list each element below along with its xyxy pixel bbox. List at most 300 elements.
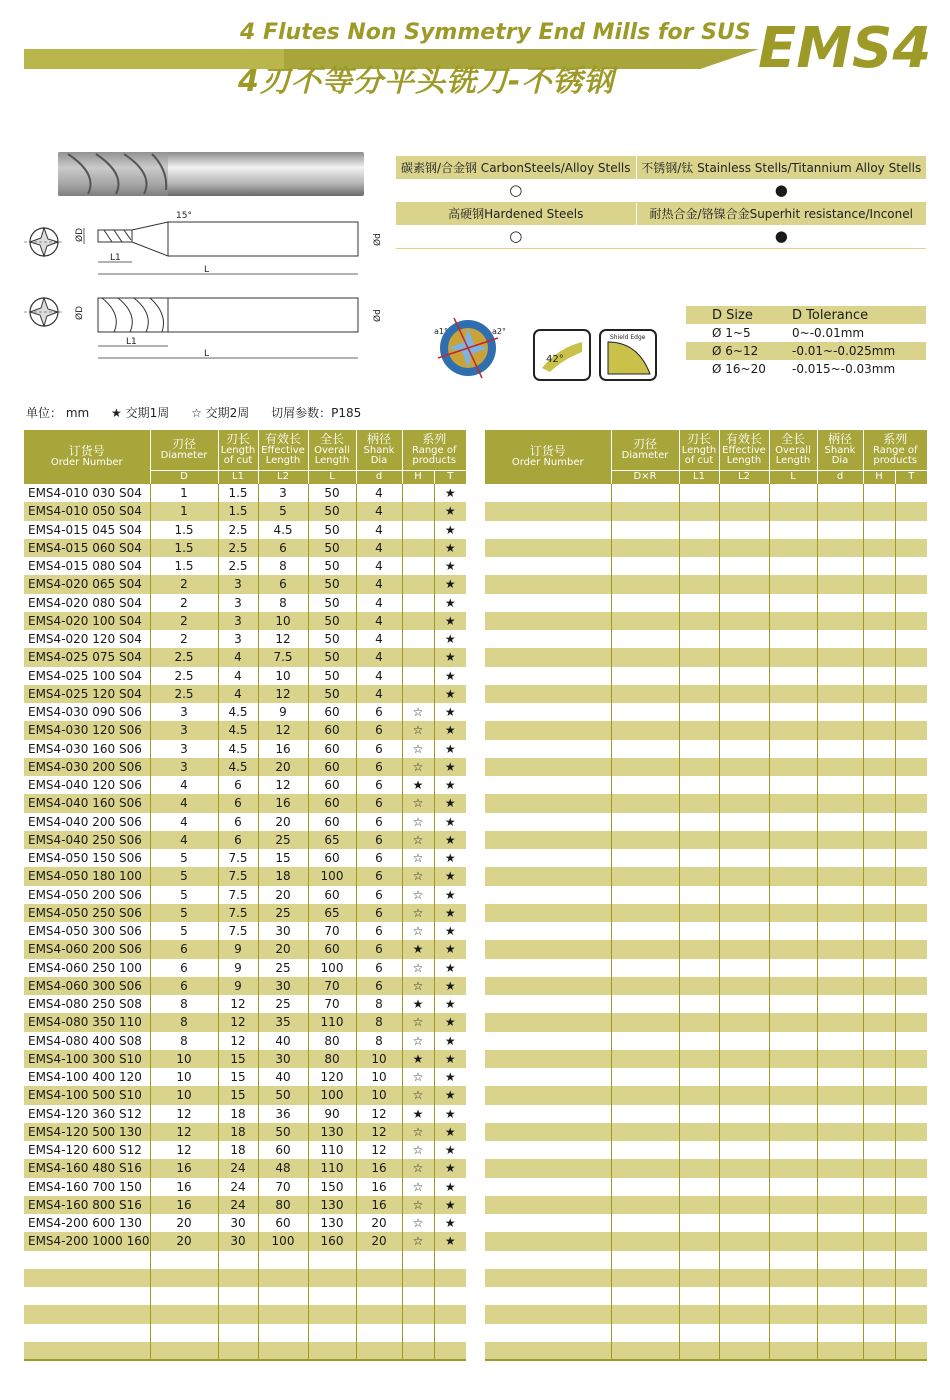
- table-cell: 50: [308, 630, 356, 648]
- end-mill-drawings-svg: [18, 130, 390, 390]
- table-cell: [719, 904, 769, 922]
- table-cell: 35: [258, 1013, 308, 1031]
- table-cell: 5: [150, 922, 218, 940]
- order-number-cell: EMS4-080 350 110: [24, 1013, 150, 1031]
- table-cell: 6: [356, 940, 402, 958]
- table-cell: [679, 1269, 719, 1287]
- table-cell: 10: [258, 667, 308, 685]
- table-cell: [679, 612, 719, 630]
- table-cell: [769, 758, 817, 776]
- table-cell: ☆: [402, 1232, 434, 1250]
- table-cell: [769, 1269, 817, 1287]
- tol-size: Ø 1~5: [686, 324, 790, 342]
- table-cell: [719, 594, 769, 612]
- table-cell: [863, 940, 895, 958]
- table-cell: [863, 1287, 895, 1305]
- table-cell: [769, 685, 817, 703]
- table-cell: [895, 1342, 927, 1360]
- table-row: [24, 1269, 466, 1287]
- table-cell: 100: [258, 1232, 308, 1250]
- table-cell: [679, 922, 719, 940]
- table-cell: 60: [258, 1141, 308, 1159]
- table-cell: 7.5: [258, 648, 308, 666]
- table-cell: 4.5: [218, 703, 258, 721]
- table-cell: [611, 685, 679, 703]
- table-cell: 60: [308, 758, 356, 776]
- table-cell: 25: [258, 995, 308, 1013]
- table-cell: [863, 1013, 895, 1031]
- table-cell: [769, 721, 817, 739]
- table-row: [24, 648, 466, 666]
- table-cell: 50: [308, 667, 356, 685]
- table-cell: [356, 1287, 402, 1305]
- table-cell: [402, 630, 434, 648]
- table-row: [24, 886, 466, 904]
- table-cell: 12: [218, 995, 258, 1013]
- table-cell: [356, 1269, 402, 1287]
- table-cell: [817, 1068, 863, 1086]
- order-number-cell: EMS4-200 1000 160: [24, 1232, 150, 1250]
- table-cell: [817, 703, 863, 721]
- table-cell: [611, 940, 679, 958]
- table-cell: [863, 922, 895, 940]
- table-cell: [863, 612, 895, 630]
- table-cell: [611, 1159, 679, 1177]
- table-cell: [863, 484, 895, 502]
- table-cell: 6: [356, 794, 402, 812]
- material-hardened: 高硬钢Hardened Steels: [396, 202, 636, 225]
- table-cell: [611, 648, 679, 666]
- table-cell: [218, 1305, 258, 1323]
- table-cell: [895, 1123, 927, 1141]
- table-cell: [817, 1013, 863, 1031]
- table-cell: [485, 849, 611, 867]
- table-cell: ☆: [402, 813, 434, 831]
- table-cell: ☆: [402, 794, 434, 812]
- table-cell: [719, 886, 769, 904]
- table-cell: [863, 557, 895, 575]
- table-cell: 50: [308, 521, 356, 539]
- table-cell: [485, 521, 611, 539]
- table-cell: [863, 959, 895, 977]
- table-row: [24, 758, 466, 776]
- table-cell: [769, 995, 817, 1013]
- table-row: [485, 977, 927, 995]
- table-cell: 3: [218, 612, 258, 630]
- order-number-cell: [24, 1305, 150, 1323]
- table-cell: 110: [308, 1159, 356, 1177]
- table-row: [485, 667, 927, 685]
- table-cell: [258, 1305, 308, 1323]
- table-cell: 5: [150, 904, 218, 922]
- d-small-label-2: Ød: [373, 309, 383, 322]
- table-cell: 6: [356, 922, 402, 940]
- table-cell: [485, 794, 611, 812]
- table-cell: 6: [356, 703, 402, 721]
- table-cell: [485, 813, 611, 831]
- table-cell: [679, 557, 719, 575]
- table-cell: [485, 1123, 611, 1141]
- table-cell: [679, 1086, 719, 1104]
- table-cell: 4: [150, 794, 218, 812]
- table-cell: [817, 1324, 863, 1342]
- table-cell: 20: [356, 1232, 402, 1250]
- table-row: [485, 703, 927, 721]
- table-cell: [719, 1342, 769, 1360]
- table-cell: ★: [434, 539, 466, 557]
- table-cell: [817, 502, 863, 520]
- table-cell: [895, 1178, 927, 1196]
- mark-hardened: ○: [396, 225, 636, 248]
- table-row: [24, 867, 466, 885]
- table-cell: [769, 612, 817, 630]
- table-cell: [679, 940, 719, 958]
- table-cell: [258, 1287, 308, 1305]
- table-cell: [719, 940, 769, 958]
- table-cell: [679, 904, 719, 922]
- table-row: [485, 813, 927, 831]
- table-cell: 12: [356, 1141, 402, 1159]
- a1-label: a1°: [434, 327, 448, 336]
- table-cell: [434, 1269, 466, 1287]
- table-cell: 20: [150, 1232, 218, 1250]
- table-cell: ★: [402, 1105, 434, 1123]
- table-cell: 12: [218, 1032, 258, 1050]
- table-cell: 10: [356, 1050, 402, 1068]
- table-cell: [611, 612, 679, 630]
- a2-label: a2°: [492, 327, 506, 336]
- table-cell: [719, 1141, 769, 1159]
- table-cell: [895, 940, 927, 958]
- table-cell: [769, 1305, 817, 1323]
- units-legend: [26, 404, 379, 421]
- table-cell: 12: [150, 1123, 218, 1141]
- table-cell: ★: [434, 575, 466, 593]
- table-cell: [863, 1068, 895, 1086]
- table-cell: [719, 831, 769, 849]
- table-cell: ★: [444, 851, 456, 866]
- table-row: [24, 1342, 466, 1360]
- table-row: [485, 521, 927, 539]
- table-cell: 8: [356, 995, 402, 1013]
- table-cell: [679, 813, 719, 831]
- table-cell: [863, 1342, 895, 1360]
- table-cell: [769, 776, 817, 794]
- table-cell: [679, 1032, 719, 1050]
- table-cell: 4: [356, 539, 402, 557]
- table-cell: 9: [258, 703, 308, 721]
- order-number-cell: EMS4-160 700 150: [24, 1178, 150, 1196]
- table-cell: [719, 1086, 769, 1104]
- table-cell: ☆: [402, 1159, 434, 1177]
- table-cell: 5: [150, 886, 218, 904]
- table-cell: [611, 721, 679, 739]
- table-cell: 50: [308, 502, 356, 520]
- table-cell: ★: [444, 705, 456, 720]
- table-cell: ☆: [402, 977, 434, 995]
- table-cell: 90: [308, 1105, 356, 1123]
- table-cell: [150, 1251, 218, 1269]
- table-cell: 2: [150, 630, 218, 648]
- table-cell: 6: [150, 977, 218, 995]
- table-cell: ★: [444, 741, 456, 756]
- table-cell: [679, 1141, 719, 1159]
- table-cell: 65: [308, 831, 356, 849]
- table-cell: ☆: [402, 1032, 434, 1050]
- table-cell: [817, 575, 863, 593]
- table-cell: 2.5: [150, 667, 218, 685]
- table-cell: [769, 1251, 817, 1269]
- table-cell: ☆: [402, 904, 434, 922]
- table-row: [485, 886, 927, 904]
- table-cell: 16: [150, 1178, 218, 1196]
- table-cell: 40: [258, 1032, 308, 1050]
- table-cell: [679, 1305, 719, 1323]
- table-cell: 7.5: [218, 886, 258, 904]
- table-cell: ★: [434, 758, 466, 776]
- table-row: [485, 1196, 927, 1214]
- order-number-cell: EMS4-025 120 S04: [24, 685, 150, 703]
- table-cell: 3: [150, 703, 218, 721]
- table-cell: [611, 849, 679, 867]
- table-cell: [719, 1214, 769, 1232]
- col-shank-dia: 柄径 Shank Dia: [356, 430, 402, 470]
- table-cell: [863, 1123, 895, 1141]
- table-cell: [769, 502, 817, 520]
- table-cell: 2: [150, 612, 218, 630]
- table-cell: [679, 575, 719, 593]
- table-cell: ★: [444, 887, 456, 902]
- table-cell: [817, 1141, 863, 1159]
- table-cell: [679, 1287, 719, 1305]
- table-cell: 60: [308, 703, 356, 721]
- l-label-2: L: [204, 349, 210, 359]
- tol-value: -0.01~-0.025mm: [790, 342, 926, 360]
- table-cell: 40: [258, 1068, 308, 1086]
- table-cell: 20: [150, 1214, 218, 1232]
- table-cell: [719, 740, 769, 758]
- table-cell: [308, 1342, 356, 1360]
- table-cell: [769, 521, 817, 539]
- table-cell: [611, 484, 679, 502]
- table-cell: 80: [308, 1050, 356, 1068]
- table-cell: ☆: [402, 740, 434, 758]
- table-row: [485, 831, 927, 849]
- table-cell: [402, 484, 434, 502]
- table-row: [485, 1178, 927, 1196]
- table-cell: [402, 521, 434, 539]
- table-cell: [485, 575, 611, 593]
- table-cell: [863, 594, 895, 612]
- table-cell: 4: [356, 594, 402, 612]
- table-cell: 4: [356, 667, 402, 685]
- product-rows-left: [24, 484, 466, 1360]
- table-cell: [895, 1196, 927, 1214]
- table-cell: [769, 867, 817, 885]
- table-cell: ☆: [402, 1214, 434, 1232]
- table-cell: [769, 922, 817, 940]
- table-cell: [485, 776, 611, 794]
- table-cell: [895, 867, 927, 885]
- table-cell: [895, 904, 927, 922]
- table-cell: ★: [444, 486, 456, 501]
- table-cell: [895, 648, 927, 666]
- order-number-cell: EMS4-120 600 S12: [24, 1141, 150, 1159]
- table-cell: [611, 831, 679, 849]
- table-cell: [863, 1196, 895, 1214]
- table-cell: [863, 648, 895, 666]
- table-cell: [863, 1086, 895, 1104]
- table-row: [24, 502, 466, 520]
- table-cell: [402, 1305, 434, 1323]
- table-cell: [769, 539, 817, 557]
- table-cell: [863, 1032, 895, 1050]
- table-cell: [895, 484, 927, 502]
- table-cell: 50: [308, 539, 356, 557]
- table-cell: 1.5: [218, 484, 258, 502]
- mark-carbon-steel: ○: [396, 179, 636, 202]
- table-cell: 70: [308, 922, 356, 940]
- table-cell: [719, 1269, 769, 1287]
- table-cell: [485, 758, 611, 776]
- table-cell: 4: [218, 648, 258, 666]
- table-cell: [863, 630, 895, 648]
- table-cell: 48: [258, 1159, 308, 1177]
- table-row: [24, 575, 466, 593]
- title-chinese: 4刃不等分平头铣刀-不锈钢: [238, 64, 615, 99]
- table-cell: 4: [356, 685, 402, 703]
- table-cell: [485, 922, 611, 940]
- table-cell: [679, 959, 719, 977]
- table-cell: 20: [356, 1214, 402, 1232]
- table-cell: 7.5: [218, 922, 258, 940]
- order-number-cell: [24, 1342, 150, 1360]
- table-cell: [679, 484, 719, 502]
- table-cell: [611, 1178, 679, 1196]
- table-cell: [485, 1214, 611, 1232]
- table-cell: 6: [356, 867, 402, 885]
- table-cell: [611, 1232, 679, 1250]
- table-cell: ★: [444, 1070, 456, 1085]
- table-cell: [863, 886, 895, 904]
- tol-header-size: D Size: [686, 306, 790, 324]
- table-row: [485, 1032, 927, 1050]
- table-cell: [485, 1050, 611, 1068]
- table-cell: [679, 1324, 719, 1342]
- table-row: [24, 1068, 466, 1086]
- table-row: [485, 1159, 927, 1177]
- table-cell: [485, 1159, 611, 1177]
- table-cell: 3: [150, 721, 218, 739]
- table-cell: ★: [434, 1050, 466, 1068]
- table-cell: [817, 685, 863, 703]
- table-cell: ★: [444, 960, 456, 975]
- title-english: 4 Flutes Non Symmetry End Mills for SUS: [240, 20, 751, 45]
- table-cell: [434, 1324, 466, 1342]
- table-cell: [863, 539, 895, 557]
- table-cell: [611, 594, 679, 612]
- table-cell: [817, 1196, 863, 1214]
- tolerance-table: [686, 306, 926, 378]
- table-cell: [218, 1251, 258, 1269]
- table-cell: ★: [434, 721, 466, 739]
- table-cell: 30: [218, 1214, 258, 1232]
- material-carbon-steel: 碳素钢/合金钢 CarbonSteels/Alloy Stells: [396, 156, 636, 179]
- table-cell: [719, 1324, 769, 1342]
- table-cell: [769, 886, 817, 904]
- table-cell: [258, 1269, 308, 1287]
- tool-drawings: [18, 130, 390, 390]
- table-cell: [863, 1178, 895, 1196]
- table-cell: [611, 1032, 679, 1050]
- table-cell: 12: [258, 685, 308, 703]
- table-cell: [817, 1269, 863, 1287]
- table-row: [485, 1068, 927, 1086]
- table-cell: [218, 1342, 258, 1360]
- order-number-cell: EMS4-040 160 S06: [24, 794, 150, 812]
- table-cell: ☆: [402, 721, 434, 739]
- tol-value: 0~-0.01mm: [790, 324, 926, 342]
- table-cell: [769, 1214, 817, 1232]
- table-cell: [719, 648, 769, 666]
- table-cell: 4: [218, 685, 258, 703]
- col-range: 系列 Range of products: [402, 430, 466, 470]
- table-cell: [769, 740, 817, 758]
- table-cell: [895, 1214, 927, 1232]
- table-cell: [402, 1287, 434, 1305]
- order-number-cell: EMS4-160 480 S16: [24, 1159, 150, 1177]
- table-row: [485, 557, 927, 575]
- table-cell: 1.5: [150, 521, 218, 539]
- table-cell: 12: [258, 776, 308, 794]
- table-cell: 16: [356, 1178, 402, 1196]
- table-cell: [817, 922, 863, 940]
- table-cell: 6: [356, 831, 402, 849]
- table-cell: ☆: [402, 758, 434, 776]
- table-cell: [150, 1287, 218, 1305]
- table-cell: [895, 1305, 927, 1323]
- table-row: [485, 1105, 927, 1123]
- table-cell: [679, 794, 719, 812]
- col-shank-dia: 柄径 Shank Dia: [817, 430, 863, 470]
- table-cell: [679, 721, 719, 739]
- table-cell: [679, 1196, 719, 1214]
- table-cell: ★: [434, 940, 466, 958]
- table-cell: 24: [218, 1178, 258, 1196]
- table-row: [485, 612, 927, 630]
- tool-photo: [58, 152, 364, 196]
- table-cell: [817, 959, 863, 977]
- table-cell: 30: [258, 922, 308, 940]
- table-cell: 3: [258, 484, 308, 502]
- table-cell: 2.5: [150, 685, 218, 703]
- table-cell: [719, 758, 769, 776]
- table-cell: [611, 1342, 679, 1360]
- table-cell: [485, 1105, 611, 1123]
- table-row: [24, 813, 466, 831]
- table-cell: [719, 995, 769, 1013]
- table-cell: [679, 539, 719, 557]
- table-cell: [611, 740, 679, 758]
- tol-value: -0.015~-0.03mm: [790, 360, 926, 378]
- table-cell: [719, 849, 769, 867]
- table-row: [24, 1141, 466, 1159]
- table-cell: [817, 1086, 863, 1104]
- table-cell: [402, 502, 434, 520]
- table-cell: 6: [356, 813, 402, 831]
- table-cell: [817, 977, 863, 995]
- unit-label: 单位： mm: [26, 406, 90, 420]
